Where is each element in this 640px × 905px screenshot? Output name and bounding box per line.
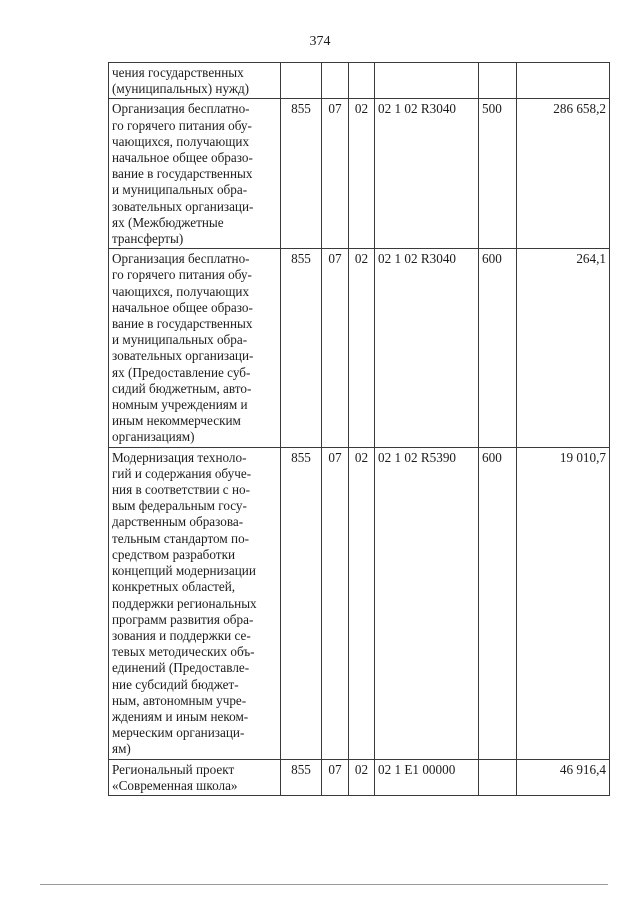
cell-section <box>322 63 349 99</box>
cell-grbs: 855 <box>281 99 322 249</box>
name-line: иным некоммерческим <box>112 413 241 429</box>
name-line: номным учреждениям и <box>112 397 248 413</box>
name-line: зовательных организаци- <box>112 348 254 364</box>
name-line: программ развития обра- <box>112 611 254 627</box>
name-line: мерческим организаци- <box>112 725 245 741</box>
cell-name <box>109 63 281 99</box>
budget-table <box>108 62 610 796</box>
cell-grbs <box>281 63 322 99</box>
name-line: конкретных областей, <box>112 579 236 595</box>
cell-section: 07 <box>322 99 349 249</box>
footer-rule <box>40 884 608 885</box>
name-line: и муниципальных обра- <box>112 182 248 198</box>
cell-section: 07 <box>322 447 349 759</box>
name-line: зования и поддержки се- <box>112 627 251 643</box>
name-line: начальное общее образо- <box>112 299 253 315</box>
name-line: го горячего питания обу- <box>112 267 252 283</box>
name-line: чения государственных <box>112 65 244 80</box>
name-line: единений (Предоставле- <box>112 660 250 676</box>
table-row <box>109 63 610 99</box>
cell-target-article: 02 1 02 R3040 <box>375 99 479 249</box>
name-line: гий и содержания обуче- <box>112 465 252 481</box>
name-line: го горячего питания обу- <box>112 117 252 133</box>
name-line: начальное общее образо- <box>112 150 253 166</box>
name-line: вание в государственных <box>112 316 253 332</box>
cell-amount: 19 010,7 <box>517 447 610 759</box>
name-line: сидий бюджетным, авто- <box>112 380 252 396</box>
cell-target-article: 02 1 02 R5390 <box>375 447 479 759</box>
name-line: (муниципальных) нужд) <box>112 81 250 97</box>
cell-expense-type: 600 <box>479 249 517 447</box>
table-row <box>109 759 610 795</box>
cell-expense-type <box>479 63 517 99</box>
name-line: ях (Межбюджетные <box>112 214 224 230</box>
cell-subsection: 02 <box>349 759 375 795</box>
name-line: тельным стандартом по- <box>112 530 250 546</box>
cell-subsection: 02 <box>349 249 375 447</box>
cell-section: 07 <box>322 249 349 447</box>
name-line: Модернизация техноло- <box>112 449 247 465</box>
name-line: «Современная школа» <box>112 777 238 793</box>
cell-subsection: 02 <box>349 99 375 249</box>
name-line: концепций модернизации <box>112 563 256 579</box>
cell-target-article: 02 1 E1 00000 <box>375 759 479 795</box>
cell-amount: 264,1 <box>517 249 610 447</box>
name-line: средством разработки <box>112 546 236 562</box>
name-line: ям) <box>112 741 131 757</box>
cell-section: 07 <box>322 759 349 795</box>
name-line: организациям) <box>112 429 195 445</box>
table-row <box>109 249 610 447</box>
cell-amount: 46 916,4 <box>517 759 610 795</box>
name-line: ях (Предоставление суб- <box>112 364 251 380</box>
cell-name <box>109 99 281 249</box>
cell-expense-type: 500 <box>479 99 517 249</box>
name-line: поддержки региональных <box>112 595 257 611</box>
cell-expense-type <box>479 759 517 795</box>
table-row <box>109 99 610 249</box>
cell-subsection <box>349 63 375 99</box>
name-line: тевых методических объ- <box>112 644 255 660</box>
cell-target-article: 02 1 02 R3040 <box>375 249 479 447</box>
page-number: 374 <box>309 34 331 49</box>
table-body <box>109 63 610 796</box>
cell-grbs: 855 <box>281 249 322 447</box>
name-line: ния в соответствии с но- <box>112 482 251 498</box>
name-line: чающихся, получающих <box>112 283 250 299</box>
cell-name <box>109 447 281 759</box>
name-line: и муниципальных обра- <box>112 332 248 348</box>
name-line: зовательных организаци- <box>112 198 254 214</box>
name-line: ждениям и иным неком- <box>112 708 249 724</box>
name-line: ным, автономным учре- <box>112 692 247 708</box>
cell-amount: 286 658,2 <box>517 99 610 249</box>
cell-grbs: 855 <box>281 759 322 795</box>
cell-name <box>109 249 281 447</box>
name-line: чающихся, получающих <box>112 133 250 149</box>
name-line: Региональный проект <box>112 761 235 777</box>
cell-target-article <box>375 63 479 99</box>
cell-grbs: 855 <box>281 447 322 759</box>
cell-subsection: 02 <box>349 447 375 759</box>
name-line: вание в государственных <box>112 166 253 182</box>
name-line: Организация бесплатно- <box>112 101 250 117</box>
name-line: трансферты) <box>112 231 184 247</box>
name-line: дарственным образова- <box>112 514 244 530</box>
name-line: ние субсидий бюджет- <box>112 676 239 692</box>
name-line: вым федеральным госу- <box>112 498 247 514</box>
cell-amount <box>517 63 610 99</box>
name-line: Организация бесплатно- <box>112 251 250 267</box>
table-row <box>109 447 610 759</box>
cell-name <box>109 759 281 795</box>
cell-expense-type: 600 <box>479 447 517 759</box>
